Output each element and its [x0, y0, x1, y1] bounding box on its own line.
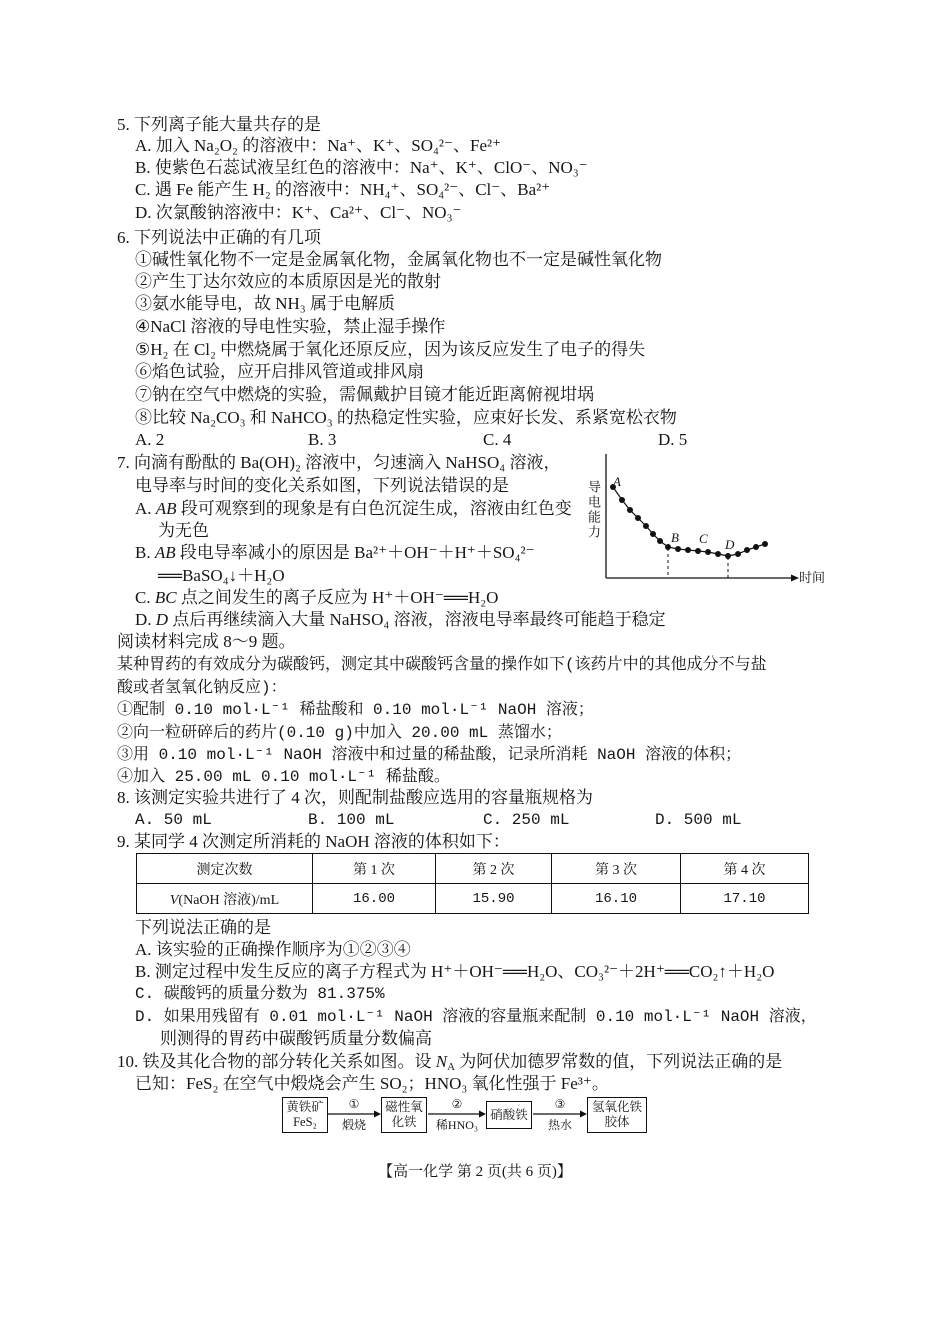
graph-y-axis-label: 导电能力 [586, 480, 601, 540]
q8-stem: 8. 该测定实验共进行了 4 次，则配制盐酸应选用的容量瓶规格为 [117, 788, 593, 807]
row-label [137, 884, 313, 914]
q6-item: ⑥焰色试验，应开启排风管道或排风扇 [135, 362, 424, 381]
q8-choice-d: D. 500 mL [655, 811, 742, 829]
table-header: 第 2 次 [436, 854, 552, 884]
reading-material-line: 酸或者氢氧化钠反应)： [117, 679, 287, 697]
q8-choice-b: B. 100 mL [308, 811, 395, 829]
q7-option-c [135, 587, 498, 609]
arrowhead-2 [479, 1111, 486, 1118]
q9-stem: 9. 某同学 4 次测定所消耗的 NaOH 溶液的体积如下： [117, 832, 510, 851]
step-3-condition: 热水 [547, 1118, 572, 1132]
reading-step-2: ②向一粒研碎后的药片(0.10 g)中加入 20.00 mL 蒸馏水； [117, 724, 562, 742]
q7-option-a-continued: 为无色 [158, 521, 209, 540]
option-label: D. [135, 610, 152, 629]
curve-point-c [705, 549, 711, 555]
segment-variable: AB [155, 499, 177, 518]
flow-node-iron-hydroxide-colloid [587, 1097, 647, 1133]
q6-item: ①碱性氧化物不一定是金属氧化物，金属氧化物也不一定是碱性氧化物 [135, 250, 662, 269]
table-cell: 15.90 [436, 884, 552, 914]
option-label: C. [135, 588, 151, 607]
curve-point [643, 523, 649, 529]
q7-option-d [135, 609, 666, 631]
curve-point [675, 546, 681, 552]
step-2-condition: 稀HNO₃ [435, 1118, 479, 1132]
table-header: 第 1 次 [313, 854, 436, 884]
curve-point [635, 515, 641, 521]
arrowhead-1 [374, 1111, 381, 1118]
reading-step-1: ①配制 0.10 mol·L⁻¹ 稀盐酸和 0.10 mol·L⁻¹ NaOH 溶液； [117, 701, 594, 719]
q6-item: ⑧比较 Na₂CO₃ 和 NaHCO₃ 的热稳定性实验，应束好长发、系紧宽松衣物 [135, 408, 677, 427]
point-label-d: D [725, 537, 735, 552]
flow-node-pyrite [282, 1097, 328, 1133]
step-2-number: ② [451, 1097, 463, 1111]
table-cell: 16.00 [313, 884, 436, 914]
curve-point [744, 547, 750, 553]
curve-point [715, 551, 721, 557]
curve-point [685, 547, 691, 553]
q7-option-b [135, 542, 535, 564]
node-line: 胶体 [604, 1115, 630, 1129]
q10-stem-end: 为阿伏加德罗常数的值，下列说法正确的是 [459, 1052, 783, 1071]
q6-choice-b: B. 3 [308, 430, 337, 449]
curve-point [619, 497, 625, 503]
q10-stem-start: 10. 铁及其化合物的部分转化关系如图。设 [117, 1052, 432, 1071]
q8-choice-c: C. 250 mL [483, 811, 570, 829]
q5-stem: 5. 下列离子能大量共存的是 [117, 115, 321, 134]
q6-choice-a: A. 2 [135, 430, 165, 449]
q5-option-a: A. 加入 Na₂O₂ 的溶液中：Na⁺、K⁺、SO₄²⁻、Fe²⁺ [135, 136, 502, 155]
segment-variable: AB [154, 543, 176, 562]
step-1-number: ① [348, 1097, 360, 1111]
curve-point [735, 551, 741, 557]
q6-item: ⑦钠在空气中燃烧的实验，需佩戴护目镜才能近距离俯视坩埚 [135, 385, 594, 404]
flow-node-iron-nitrate [486, 1101, 532, 1129]
q6-item: ③氨水能导电，故 NH₃ 属于电解质 [135, 294, 395, 313]
graph-x-axis-label: 时间 [799, 570, 826, 585]
q7-option-a [135, 498, 572, 520]
curve-point [695, 548, 701, 554]
q10-known: 已知：FeS₂ 在空气中煅烧会产生 SO₂；HNO₃ 氧化性强于 Fe³⁺。 [135, 1074, 609, 1093]
q8-choice-a: A. 50 mL [135, 811, 212, 829]
q9-option-c: C. 碳酸钙的质量分数为 81.375% [135, 985, 385, 1003]
reading-intro: 阅读材料完成 8～9 题。 [117, 632, 296, 651]
node-line: 氢氧化铁 [591, 1100, 642, 1114]
node-line: FeS₂ [293, 1115, 317, 1129]
q9-option-d-continued: 则测得的胃药中碳酸钙质量分数偏高 [160, 1029, 432, 1048]
q6-choice-d: D. 5 [658, 430, 688, 449]
q6-item: ②产生丁达尔效应的本质原因是光的散射 [135, 272, 441, 291]
option-text: 点之间发生的离子反应为 H⁺＋OH⁻══H₂O [180, 588, 499, 607]
conductivity-graph [585, 450, 820, 590]
point-label-a: A [613, 474, 621, 489]
q5-option-b: B. 使紫色石蕊试液呈红色的溶液中：Na⁺、K⁺、ClO⁻、NO₃⁻ [135, 158, 588, 177]
arrowhead-3 [580, 1111, 587, 1118]
option-text: 点后再继续滴入大量 NaHSO₄ 溶液，溶液电导率最终可能趋于稳定 [172, 610, 666, 629]
point-label-c: C [699, 531, 708, 546]
page-footer: 【高一化学 第 2 页(共 6 页)】 [378, 1164, 572, 1180]
node-line: 硝酸铁 [490, 1107, 528, 1122]
table-header: 测定次数 [137, 854, 313, 884]
q5-option-c: C. 遇 Fe 能产生 H₂ 的溶液中：NH₄⁺、SO₄²⁻、Cl⁻、Ba²⁺ [135, 180, 551, 199]
table-header: 第 3 次 [552, 854, 681, 884]
volume-symbol: V [169, 892, 179, 908]
node-line: 黄铁矿 [286, 1100, 324, 1114]
q6-item: ④NaCl 溶液的导电性实验，禁止湿手操作 [135, 317, 446, 336]
q5-option-d: D. 次氯酸钠溶液中：K⁺、Ca²⁺、Cl⁻、NO₃⁻ [135, 203, 462, 222]
point-label-b: B [671, 530, 679, 545]
segment-variable: BC [154, 588, 177, 607]
option-label: B. [135, 543, 151, 562]
q6-item: ⑤H₂ 在 Cl₂ 中燃烧属于氧化还原反应，因为该反应发生了电子的得失 [135, 340, 646, 359]
step-3-number: ③ [554, 1097, 566, 1111]
q6-stem: 6. 下列说法中正确的有几项 [117, 228, 321, 247]
point-variable: D [155, 610, 169, 629]
flow-node-magnetic-iron-oxide [381, 1097, 427, 1133]
table-row [137, 884, 809, 914]
q9-prompt: 下列说法正确的是 [135, 918, 271, 937]
table-header-row [137, 854, 809, 884]
option-text: 段电导率减小的原因是 Ba²⁺＋OH⁻＋H⁺＋SO₄²⁻ [179, 543, 535, 562]
q7-stem-line-1: 7. 向滴有酚酞的 Ba(OH)₂ 溶液中，匀速滴入 NaHSO₄ 溶液， [117, 453, 561, 472]
row-label-text: (NaOH 溶液)/mL [178, 892, 280, 908]
curve-point [627, 507, 633, 513]
node-line: 化铁 [391, 1115, 417, 1129]
curve-point-d [725, 553, 731, 559]
x-axis-arrowhead [791, 575, 799, 582]
option-text: 段可观察到的现象是有白色沉淀生成，溶液由红色变 [180, 499, 572, 518]
q10-stem [117, 1051, 782, 1073]
table-cell: 16.10 [552, 884, 681, 914]
reading-step-3: ③用 0.10 mol·L⁻¹ NaOH 溶液中和过量的稀盐酸，记录所消耗 NaOH 溶液的体积； [117, 746, 742, 764]
step-1-condition: 煅烧 [341, 1118, 366, 1132]
naoh-volume-table [136, 853, 809, 914]
reading-material-line: 某种胃药的有效成分为碳酸钙，测定其中碳酸钙含量的操作如下(该药片中的其他成分不与盐 [117, 656, 767, 674]
q7-option-b-continued: ══BaSO₄↓＋H₂O [158, 566, 285, 585]
option-label: A. [135, 499, 152, 518]
node-line: 磁性氧 [385, 1100, 423, 1114]
curve-point [753, 544, 759, 550]
conductivity-curve [613, 487, 765, 556]
table-cell: 17.10 [681, 884, 809, 914]
reading-step-4: ④加入 25.00 mL 0.10 mol·L⁻¹ 稀盐酸。 [117, 768, 450, 786]
avogadro-subscript: A [447, 1061, 456, 1073]
q9-option-a: A. 该实验的正确操作顺序为①②③④ [135, 940, 411, 959]
q6-choice-c: C. 4 [483, 430, 512, 449]
table-header: 第 4 次 [681, 854, 809, 884]
q9-option-b: B. 测定过程中发生反应的离子方程式为 H⁺＋OH⁻══H₂O、CO₃²⁻＋2H⁺══CO₂↑＋H₂O [135, 962, 775, 981]
q9-option-d: D. 如果用残留有 0.01 mol·L⁻¹ NaOH 溶液的容量瓶来配制 0.10 mol·L⁻¹ NaOH 溶液， [135, 1008, 817, 1026]
curve-point [762, 541, 768, 547]
curve-point [650, 531, 656, 537]
q7-stem-line-2: 电导率与时间的变化关系如图，下列说法错误的是 [135, 476, 509, 495]
curve-point [657, 538, 663, 544]
avogadro-symbol: N [435, 1052, 448, 1071]
